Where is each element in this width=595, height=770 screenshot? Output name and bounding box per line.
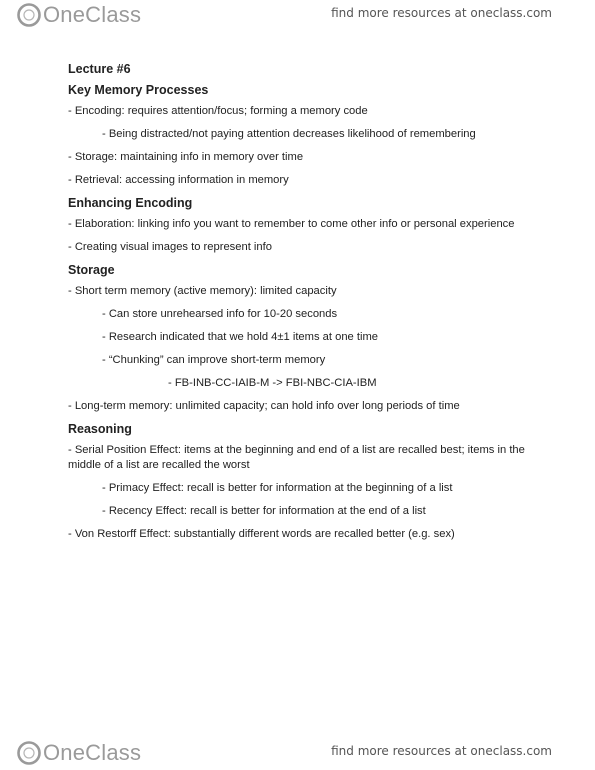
logo-text: OneClass [43,740,142,765]
section-heading: Storage [68,263,115,277]
note-line: - Long-term memory: unlimited capacity; can hold info over long periods of time [68,400,460,412]
lecture-title: Lecture #6 [68,62,131,76]
note-line: - Von Restorff Effect: substantially different words are recalled better (e.g. sex) [68,528,455,540]
oneclass-logo[interactable] [16,2,141,28]
note-line: - Retrieval: accessing information in memory [68,174,289,186]
oneclass-logo[interactable] [16,740,141,766]
note-line: - Being distracted/not paying attention decreases likelihood of remembering [102,128,476,140]
note-line: - Encoding: requires attention/focus; forming a memory code [68,105,368,117]
footer-tagline-link[interactable]: find more resources at oneclass.com [331,744,552,758]
note-line: - FB-INB-CC-IAIB-M -> FBI-NBC-CIA-IBM [168,377,377,389]
section-heading: Reasoning [68,422,132,436]
note-line: - Storage: maintaining info in memory over time [68,151,304,163]
note-line: - Serial Position Effect: items at the beginning and end of a list are recalled best; items in the middle of a list are recalled the worst [68,444,525,471]
section-heading: Key Memory Processes [68,83,209,97]
note-line: - Primacy Effect: recall is better for information at the beginning of a list [102,482,453,494]
page-footer [0,738,595,768]
section-heading: Enhancing Encoding [68,196,193,210]
oneclass-logo-icon [16,2,42,28]
note-line: - Short term memory (active memory): limited capacity [68,285,337,297]
note-line: - “Chunking” can improve short-term memory [102,354,326,366]
page-header [0,0,595,30]
notes-sections [68,83,538,542]
note-line: - Can store unrehearsed info for 10-20 seconds [102,308,338,320]
logo-text: OneClass [43,2,142,27]
header-tagline-link[interactable]: find more resources at oneclass.com [331,6,552,20]
note-line: - Research indicated that we hold 4±1 items at one time [102,331,379,343]
note-line: - Creating visual images to represent info [68,241,272,253]
lecture-notes [68,62,538,550]
note-line: - Recency Effect: recall is better for information at the end of a list [102,505,426,517]
oneclass-logo-icon [16,740,42,766]
note-line: - Elaboration: linking info you want to remember to come other info or personal experience [68,218,515,230]
